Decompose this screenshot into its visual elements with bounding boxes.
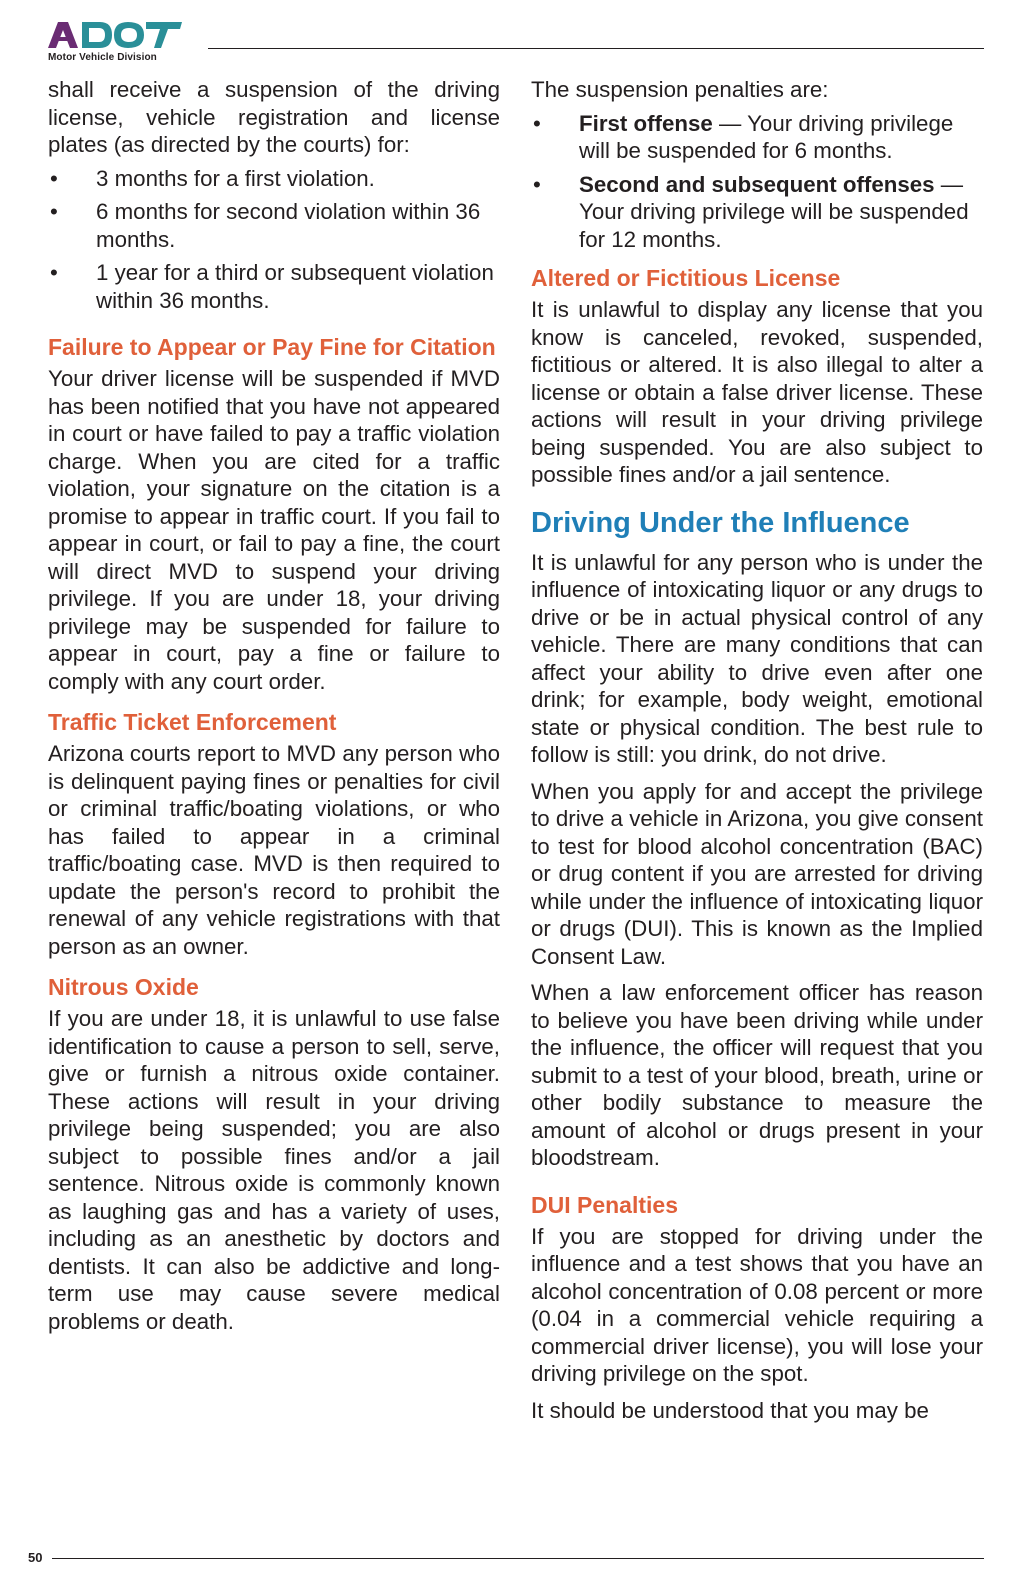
list-item-text: 6 months for second violation within 36 months. <box>96 199 481 252</box>
bullet-icon: • <box>533 171 541 197</box>
dui-paragraph-1: It is unlawful for any person who is under the influence of intoxicating liquor or any drugs to drive or be in actual physical control of any vehicle. There are many conditions that can affect your ability to drive even after one drink; for example, body weight, emotional state or physical condition. The best rule to follow is still: you drink, do not drive. <box>531 549 983 767</box>
section-heading-traffic-ticket: Traffic Ticket Enforcement <box>48 709 337 735</box>
intro-paragraph: shall receive a suspension of the driving license, vehicle registration and license plates (as directed by the courts) for: <box>48 77 500 157</box>
list-item <box>48 259 500 314</box>
penalties-list <box>531 110 983 254</box>
section-heading-altered-license: Altered or Fictitious License <box>531 265 841 291</box>
offense-text: — Your driving privilege will be suspended for 12 months. <box>579 171 969 252</box>
list-item <box>531 110 983 165</box>
dui-penalties-paragraph-1: If you are stopped for driving under the influence and a test shows that you have an alcohol concentration of 0.08 percent or more (0.04 in a commercial vehicle requiring a commercial driver license), you will lose your driving privilege on the spot. <box>531 1223 983 1386</box>
page-number: 50 <box>28 1550 43 1565</box>
list-item <box>531 171 983 254</box>
list-item-text: 1 year for a third or subsequent violation within 36 months. <box>96 260 494 313</box>
offense-label: Second and subsequent offenses <box>579 171 935 197</box>
adot-logo-mark <box>48 20 188 50</box>
traffic-ticket-body: Arizona courts report to MVD any person who is delinquent paying fines or penalties for civil or criminal traffic/boating violations, or who has failed to appear in a criminal traffic/boating case. MVD is then required to update the person's record to prohibit the renewal of any vehicle registrations with that person as an owner. <box>48 741 500 959</box>
offense-text: — Your driving privilege will be suspended for 6 months. <box>579 110 954 163</box>
bullet-icon: • <box>50 199 58 224</box>
list-item-text: 3 months for a first violation. <box>96 165 375 191</box>
bullet-icon: • <box>50 260 58 285</box>
failure-to-appear-body: Your driver license will be suspended if MVD has been notified that you have not appeared in court or have failed to pay a traffic violation charge. When you are cited for a traffic violation, your signature on the citation is a promise to appear in traffic court. If you fail to appear in court, or fail to pay a fine, the court will direct MVD to suspend your driving privilege. If you are under 18, your driving privilege may be suspended for failure to appear in court, pay a fine or failure to comply with any court order. <box>48 366 500 694</box>
dui-paragraph-3: When a law enforcement officer has reason to believe you have been driving while under the influence, the officer will request that you submit to a test of your blood, breath, urine or other bodily substance to measure the amount of alcohol or drugs present in your bloodstream. <box>531 980 983 1170</box>
header-rule <box>208 48 984 49</box>
penalties-intro: The suspension penalties are: <box>531 77 829 102</box>
dui-paragraph-2: When you apply for and accept the privilege to drive a vehicle in Arizona, you give consent to test for blood alcohol concentration (BAC) or drug content if you are arrested for driving while under the influence of intoxicating liquor or drugs (DUI). This is known as the Implied Consent Law. <box>531 778 983 969</box>
right-column <box>531 76 983 1424</box>
bullet-icon: • <box>50 165 58 191</box>
list-item <box>48 165 500 193</box>
offense-label: First offense <box>579 110 713 136</box>
section-heading-failure-to-appear: Failure to Appear or Pay Fine for Citation <box>48 334 496 360</box>
section-title-dui: Driving Under the Influence <box>531 506 910 539</box>
section-heading-nitrous-oxide: Nitrous Oxide <box>48 974 199 1000</box>
left-column <box>48 76 500 1335</box>
footer-rule <box>52 1558 984 1559</box>
altered-license-body: It is unlawful to display any license that you know is canceled, revoked, suspended, fictitious or altered. It is also illegal to alter a license or obtain a false driver license. These actions will result in your driving privilege being suspended. You are also subject to possible fines and/or a jail sentence. <box>531 297 983 487</box>
dui-penalties-paragraph-2: It should be understood that you may be <box>531 1397 929 1423</box>
nitrous-oxide-body: If you are under 18, it is unlawful to use false identification to cause a person to sell, serve, give or furnish a nitrous oxide container. These actions will result in your driving privilege being suspended; you are also subject to possible fines and/or a jail sentence. Nitrous oxide is commonly known as laughing gas and has a variety of uses, including as an anesthetic by doctors and dentists. It can also be addictive and long-term use may cause severe medical problems or death. <box>48 1006 500 1334</box>
section-heading-dui-penalties: DUI Penalties <box>531 1191 678 1218</box>
bullet-icon: • <box>533 110 541 136</box>
violation-list <box>48 165 500 315</box>
division-name: Motor Vehicle Division <box>48 52 157 63</box>
list-item <box>48 198 500 253</box>
